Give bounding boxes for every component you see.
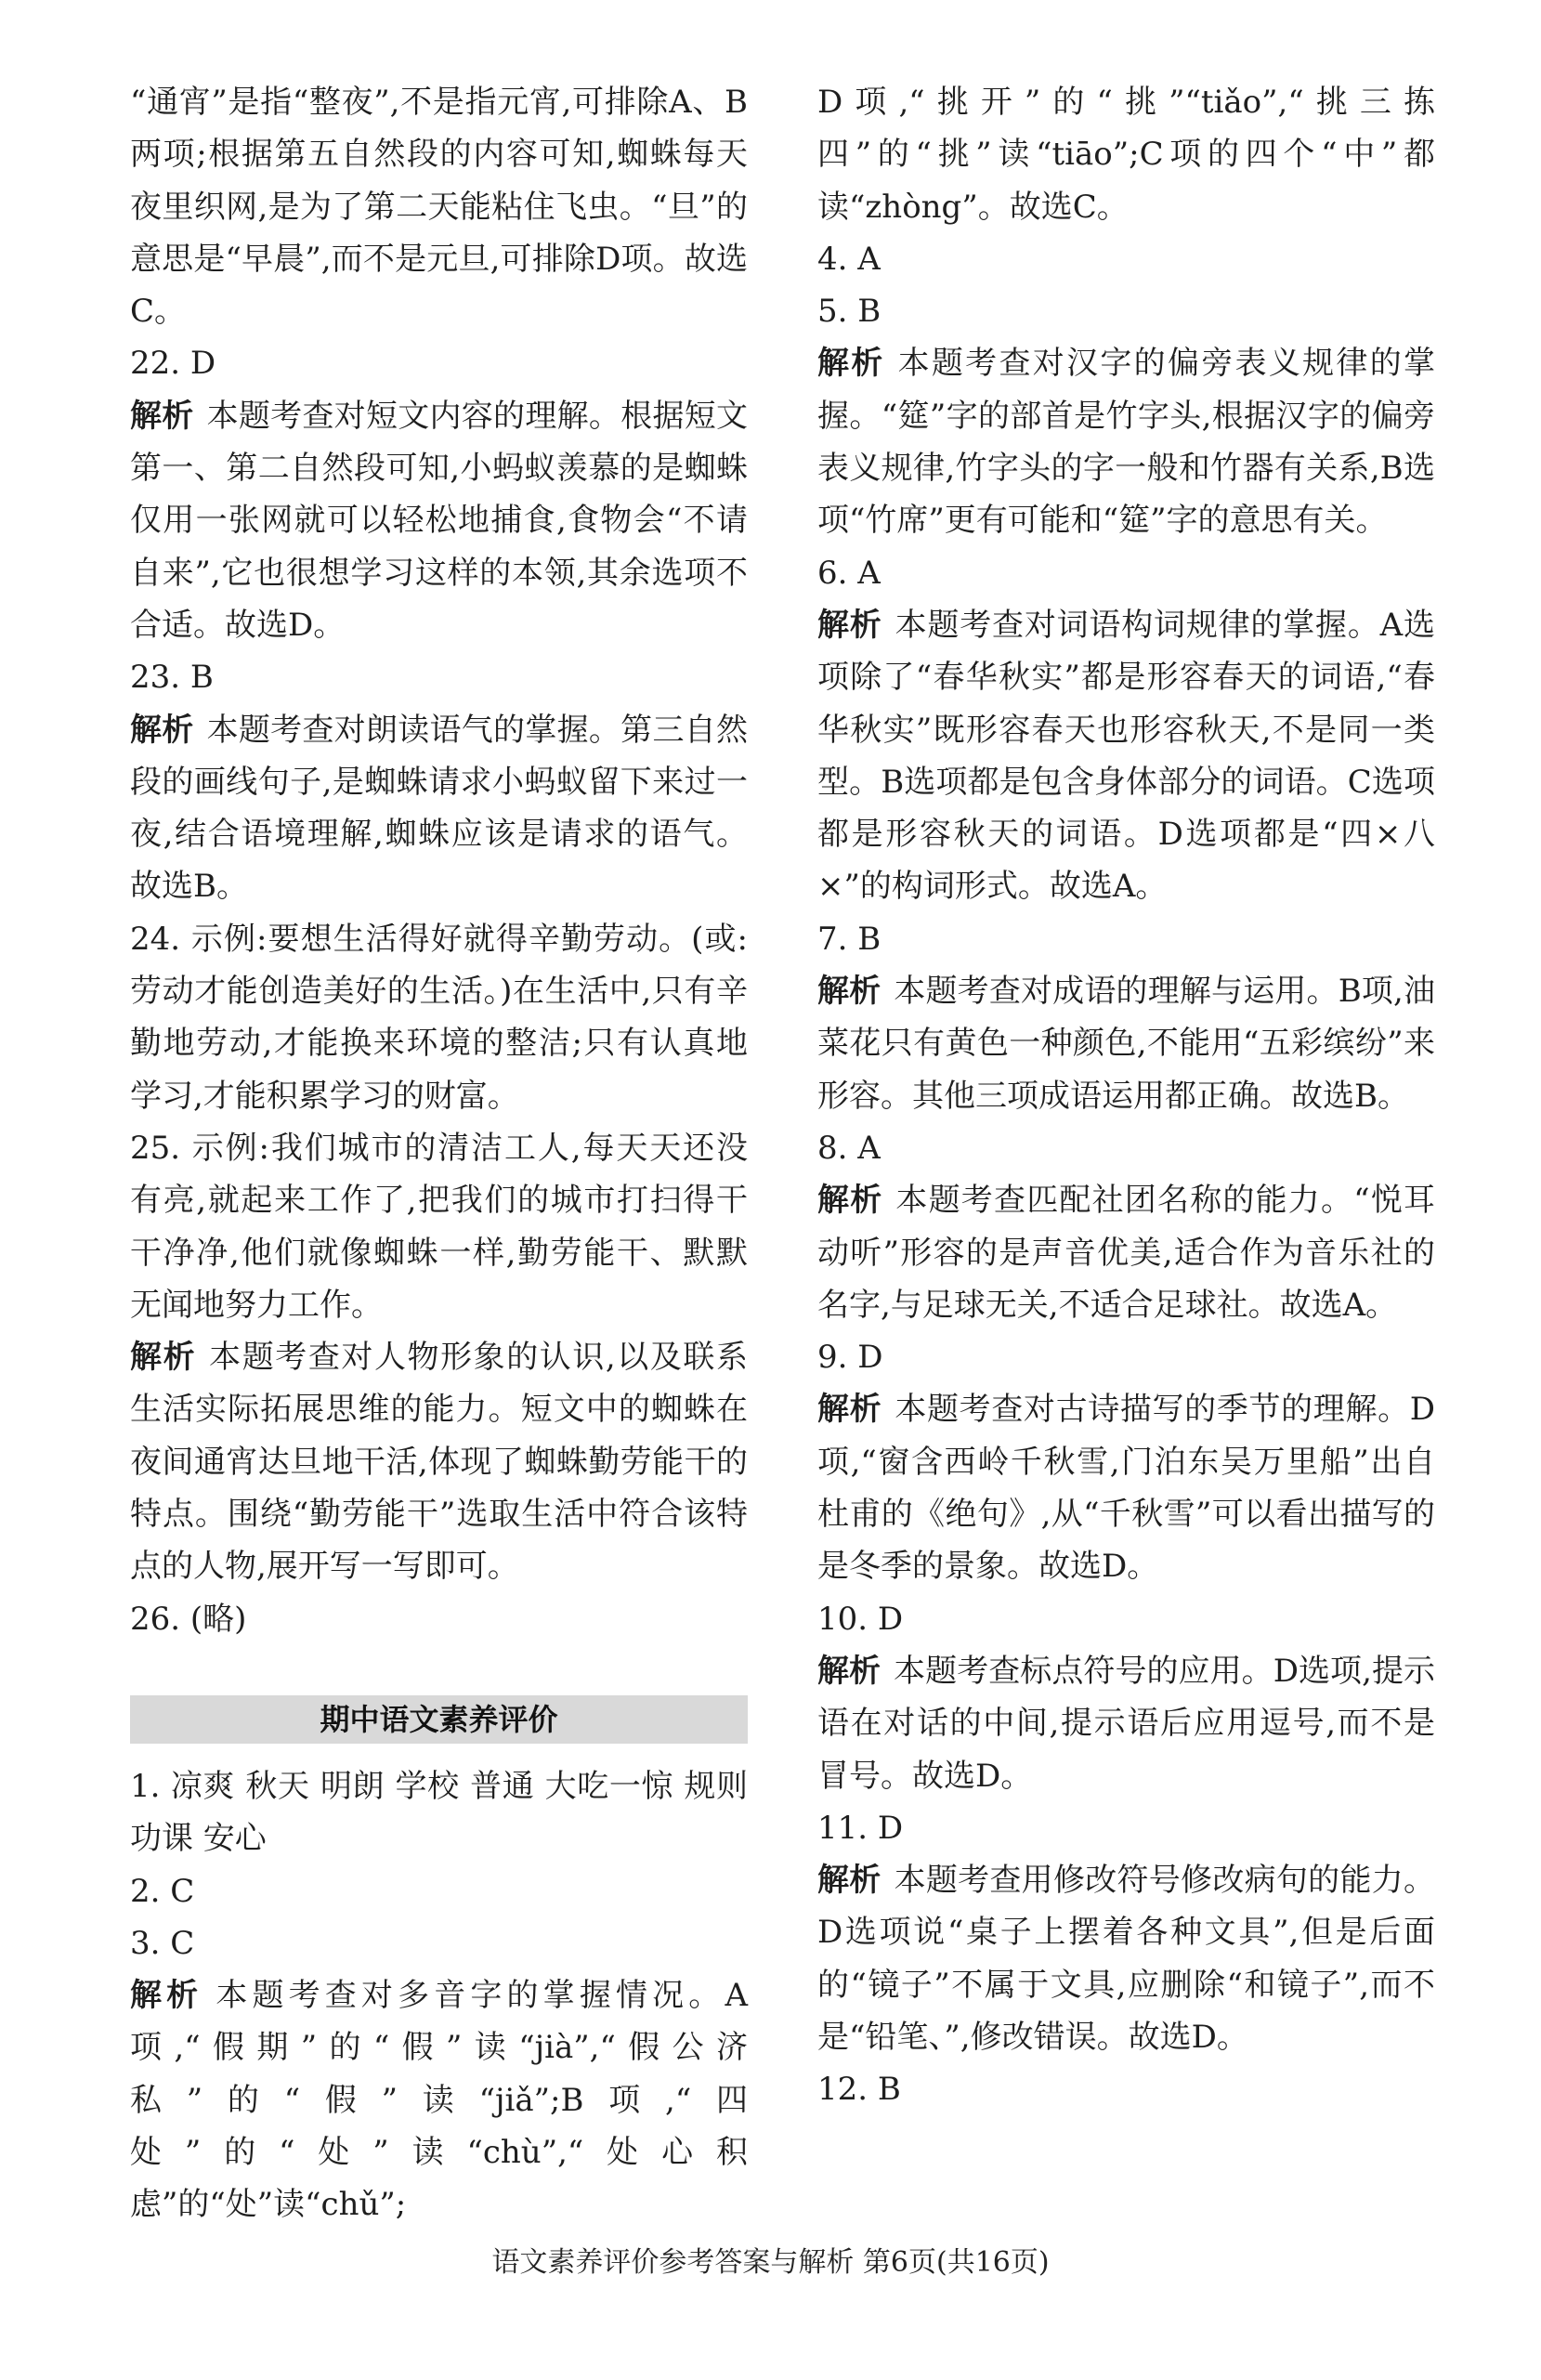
analysis-23-text: 本题考查对朗读语气的掌握。第三自然段的画线句子,是蜘蛛请求小蚂蚁留下来过一夜,结合语境理解,蜘蛛应该是请求的语气。故选B。 xyxy=(130,711,749,906)
answer-s2: 2. C xyxy=(130,1872,195,1910)
analysis-label: 解析 xyxy=(817,345,885,383)
answer-s7: 7. B xyxy=(817,920,882,958)
analysis-label: 解析 xyxy=(817,1652,882,1690)
section-title: 期中语文素养评价 xyxy=(130,1695,748,1744)
analysis-label: 解析 xyxy=(817,1391,882,1429)
analysis-label: 解析 xyxy=(817,1862,882,1900)
analysis-s3-text: 本题考查对多音字的掌握情况。A项,“假期”的“假”读“jià”,“假公济私”的“假”读“jiǎ”;B项,“四处”的“处”读“chù”,“处心积虑”的“处”读“chǔ”; xyxy=(130,1977,748,2224)
analysis-s5 xyxy=(817,337,1435,546)
answer-s8: 8. A xyxy=(817,1129,881,1167)
analysis-s8 xyxy=(817,1174,1435,1331)
answer-s6: 6. A xyxy=(817,554,881,592)
answer-s4: 4. A xyxy=(817,240,881,278)
analysis-label: 解析 xyxy=(130,711,194,749)
analysis-label: 解析 xyxy=(817,973,882,1011)
analysis-s8-text: 本题考查匹配社团名称的能力。“悦耳动听”形容的是声音优美,适合作为音乐社的名字,与足球无关,不适合足球社。故选A。 xyxy=(817,1182,1435,1324)
analysis-22-text: 本题考查对短文内容的理解。根据短文第一、第二自然段可知,小蚂蚁羡慕的是蜘蛛仅用一张网就可以轻松地捕食,食物会“不请自来”,它也很想学习这样的本领,其余选项不合适。故选D。 xyxy=(130,397,749,644)
answer-s11: 11. D xyxy=(817,1809,904,1847)
analysis-label: 解析 xyxy=(817,606,882,644)
analysis-s10-text: 本题考查标点符号的应用。D选项,提示语在对话的中间,提示语后应用逗号,而不是冒号。故选D。 xyxy=(817,1652,1436,1795)
analysis-22 xyxy=(130,390,748,651)
answer-s12: 12. B xyxy=(817,2071,901,2109)
analysis-s5-text: 本题考查对汉字的偏旁表义规律的掌握。“筵”字的部首是竹字头,根据汉字的偏旁表义规律,竹字头的字一般和竹器有关系,B选项“竹席”更有可能和“筵”字的意思有关。 xyxy=(817,345,1436,540)
answer-s3: 3. C xyxy=(130,1924,195,1962)
answer-s10: 10. D xyxy=(817,1600,904,1638)
q21-analysis-continued: “通宵”是指“整夜”,不是指元宵,可排除A、B两项;根据第五自然段的内容可知,蜘蛛每天夜里织网,是为了第二天能粘住飞虫。“旦”的意思是“早晨”,而不是元旦,可排除D项。故选C。 xyxy=(130,84,748,331)
right-column xyxy=(817,76,1435,2116)
answer-s1: 1. 凉爽 秋天 明朗 学校 普通 大吃一惊 规则 功课 安心 xyxy=(130,1767,748,1858)
analysis-s6 xyxy=(817,599,1435,913)
answer-25: 25. 示例:我们城市的清洁工人,每天天还没有亮,就起来工作了,把我们的城市打扫得干干净净,他们就像蜘蛛一样,勤劳能干、默默无闻地努力工作。 xyxy=(130,1129,748,1324)
analysis-s9 xyxy=(817,1383,1435,1592)
answer-23: 23. B xyxy=(130,659,214,697)
analysis-25 xyxy=(130,1331,748,1592)
analysis-s10 xyxy=(817,1645,1435,1802)
answer-26: 26. (略) xyxy=(130,1600,247,1638)
answer-22: 22. D xyxy=(130,345,216,383)
analysis-label: 解析 xyxy=(130,1977,203,2015)
analysis-s3 xyxy=(130,1969,748,2230)
analysis-label: 解析 xyxy=(130,397,194,435)
analysis-label: 解析 xyxy=(130,1339,197,1377)
analysis-s9-text: 本题考查对古诗描写的季节的理解。D项,“窗含西岭千秋雪,门泊东吴万里船”出自杜甫的《绝句》,从“千秋雪”可以看出描写的是冬季的景象。故选D。 xyxy=(817,1391,1436,1586)
analysis-s7 xyxy=(817,965,1435,1122)
analysis-s6-text: 本题考查对词语构词规律的掌握。A选项除了“春华秋实”都是形容春天的词语,“春华秋实”既形容春天也形容秋天,不是同一类型。B选项都是包含身体部分的词语。C选项都是形容秋天的词语。D选项都是“四×八×”的构词形式。故选A。 xyxy=(817,606,1435,906)
analysis-s7-text: 本题考查对成语的理解与运用。B项,油菜花只有黄色一种颜色,不能用“五彩缤纷”来形容。其他三项成语运用都正确。故选B。 xyxy=(817,973,1436,1115)
analysis-s11 xyxy=(817,1854,1435,2063)
answer-s5: 5. B xyxy=(817,293,882,331)
analysis-label: 解析 xyxy=(817,1182,883,1220)
page-footer: 语文素养评价参考答案与解析 第6页(共16页) xyxy=(491,2246,1050,2279)
answer-24: 24. 示例:要想生活得好就得辛勤劳动。(或:劳动才能创造美好的生活。)在生活中,只有辛勤地劳动,才能换来环境的整洁;只有认真地学习,才能积累学习的财富。 xyxy=(130,920,748,1115)
analysis-s3-continued: D项,“挑开”的“挑”“tiǎo”,“挑三拣四”的“挑”读“tiāo”;C项的四个“中”都读“zhòng”。故选C。 xyxy=(817,84,1435,226)
left-column xyxy=(130,76,748,2231)
analysis-25-text: 本题考查对人物形象的认识,以及联系生活实际拓展思维的能力。短文中的蜘蛛在夜间通宵达旦地干活,体现了蜘蛛勤劳能干的特点。围绕“勤劳能干”选取生活中符合该特点的人物,展开写一写即可。 xyxy=(130,1339,749,1586)
answer-s9: 9. D xyxy=(817,1339,883,1377)
analysis-23 xyxy=(130,704,748,913)
analysis-s11-text: 本题考查用修改符号修改病句的能力。D选项说“桌子上摆着各种文具”,但是后面的“镜子”不属于文具,应删除“和镜子”,而不是“铅笔、”,修改错误。故选D。 xyxy=(817,1862,1436,2056)
